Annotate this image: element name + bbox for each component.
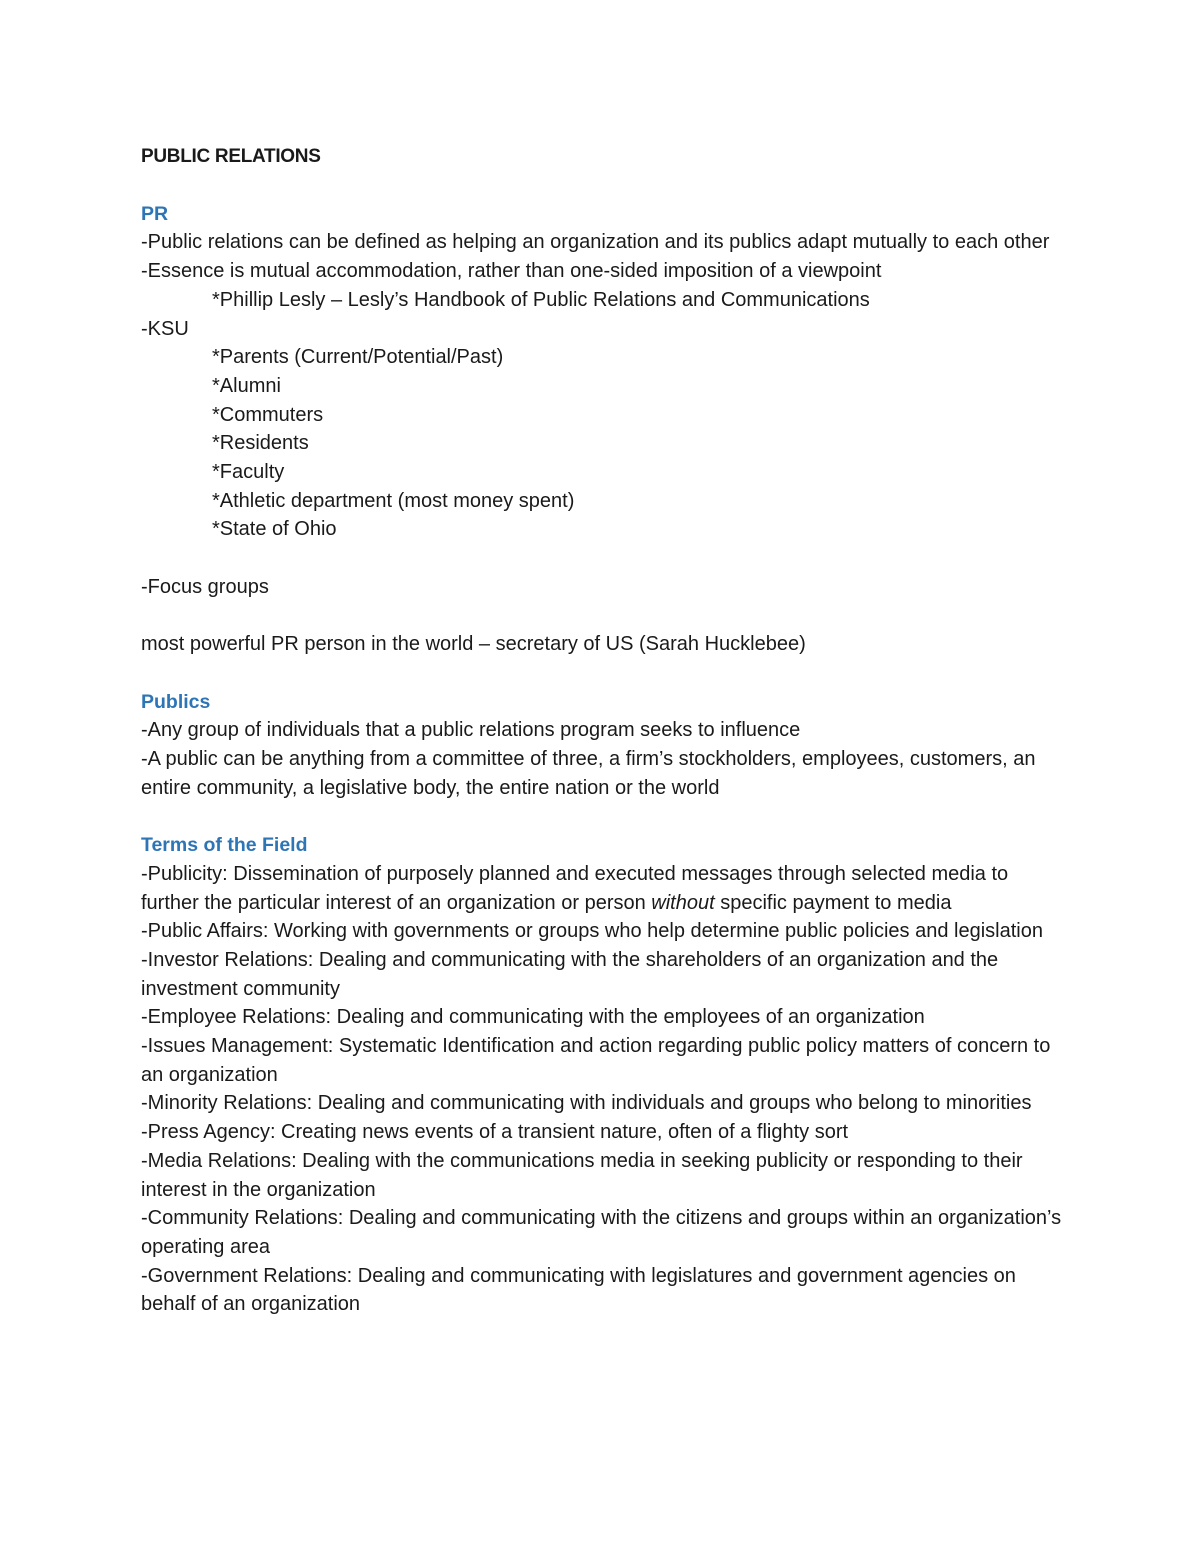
- document-page: [141, 143, 1071, 1319]
- paragraph-gap: [141, 802, 1071, 831]
- document-title: PUBLIC RELATIONS: [141, 146, 321, 167]
- pr-definition-line: -Public relations can be defined as helping an organization and its publics adapt mutually to each other: [141, 231, 1050, 254]
- paragraph-gap: [141, 602, 1071, 631]
- term-public-affairs: -Public Affairs: Working with governments or groups who help determine public policies and legislation: [141, 920, 1043, 943]
- paragraph-gap: [141, 544, 1071, 573]
- ksu-label: -KSU: [141, 317, 189, 340]
- term-community-relations: -Community Relations: Dealing and communicating with the citizens and groups within an organization’s operating area: [141, 1207, 1062, 1258]
- powerful-pr-person-note: most powerful PR person in the world – secretary of US (Sarah Hucklebee): [141, 633, 806, 656]
- term-investor-relations: -Investor Relations: Dealing and communicating with the shareholders of an organization and the investment community: [141, 948, 999, 1000]
- term-employee-relations: -Employee Relations: Dealing and communicating with the employees of an organization: [141, 1006, 925, 1029]
- publicity-emphasis: without: [651, 891, 715, 914]
- publics-definition-line: -Any group of individuals that a public relations program seeks to influence: [141, 719, 801, 742]
- term-press-agency: -Press Agency: Creating news events of a transient nature, often of a flighty sort: [141, 1121, 849, 1144]
- list-item: *Athletic department (most money spent): [212, 489, 575, 512]
- term-minority-relations: -Minority Relations: Dealing and communicating with individuals and groups who belong to minorities: [141, 1092, 1032, 1115]
- publics-examples-line: -A public can be anything from a committee of three, a firm’s stockholders, employees, customers, an entire community, a legislative body, the entire nation or the world: [141, 748, 1036, 799]
- list-item: *Commuters: [212, 403, 324, 426]
- list-item: *State of Ohio: [212, 518, 337, 541]
- ksu-publics-list: [141, 343, 1071, 544]
- pr-essence-line: -Essence is mutual accommodation, rather than one-sided imposition of a viewpoint: [141, 260, 882, 283]
- section-heading-publics: Publics: [141, 690, 211, 713]
- paragraph-gap: [141, 659, 1071, 688]
- section-heading-terms: Terms of the Field: [141, 834, 308, 857]
- list-item: *Alumni: [212, 374, 281, 397]
- list-item: *Residents: [212, 432, 309, 455]
- term-issues-management: -Issues Management: Systematic Identification and action regarding public policy matters of concern to an organization: [141, 1035, 1051, 1086]
- term-government-relations: -Government Relations: Dealing and communicating with legislatures and government agencies on behalf of an organization: [141, 1264, 1016, 1316]
- term-media-relations: -Media Relations: Dealing with the communications media in seeking publicity or responding to their interest in the organization: [141, 1149, 1023, 1201]
- publicity-text-end: specific payment to media: [714, 891, 952, 914]
- publicity-text-start: -Publicity: Dissemination of purposely planned and executed messages through selected media to further the particular interest of an organization or person: [141, 862, 1009, 914]
- focus-groups-line: -Focus groups: [141, 575, 269, 598]
- list-item: *Faculty: [212, 461, 285, 484]
- term-publicity: [141, 860, 1071, 917]
- section-heading-pr: PR: [141, 202, 169, 225]
- list-item: *Parents (Current/Potential/Past): [212, 346, 504, 369]
- pr-source-citation: *Phillip Lesly – Lesly’s Handbook of Public Relations and Communications: [212, 288, 870, 311]
